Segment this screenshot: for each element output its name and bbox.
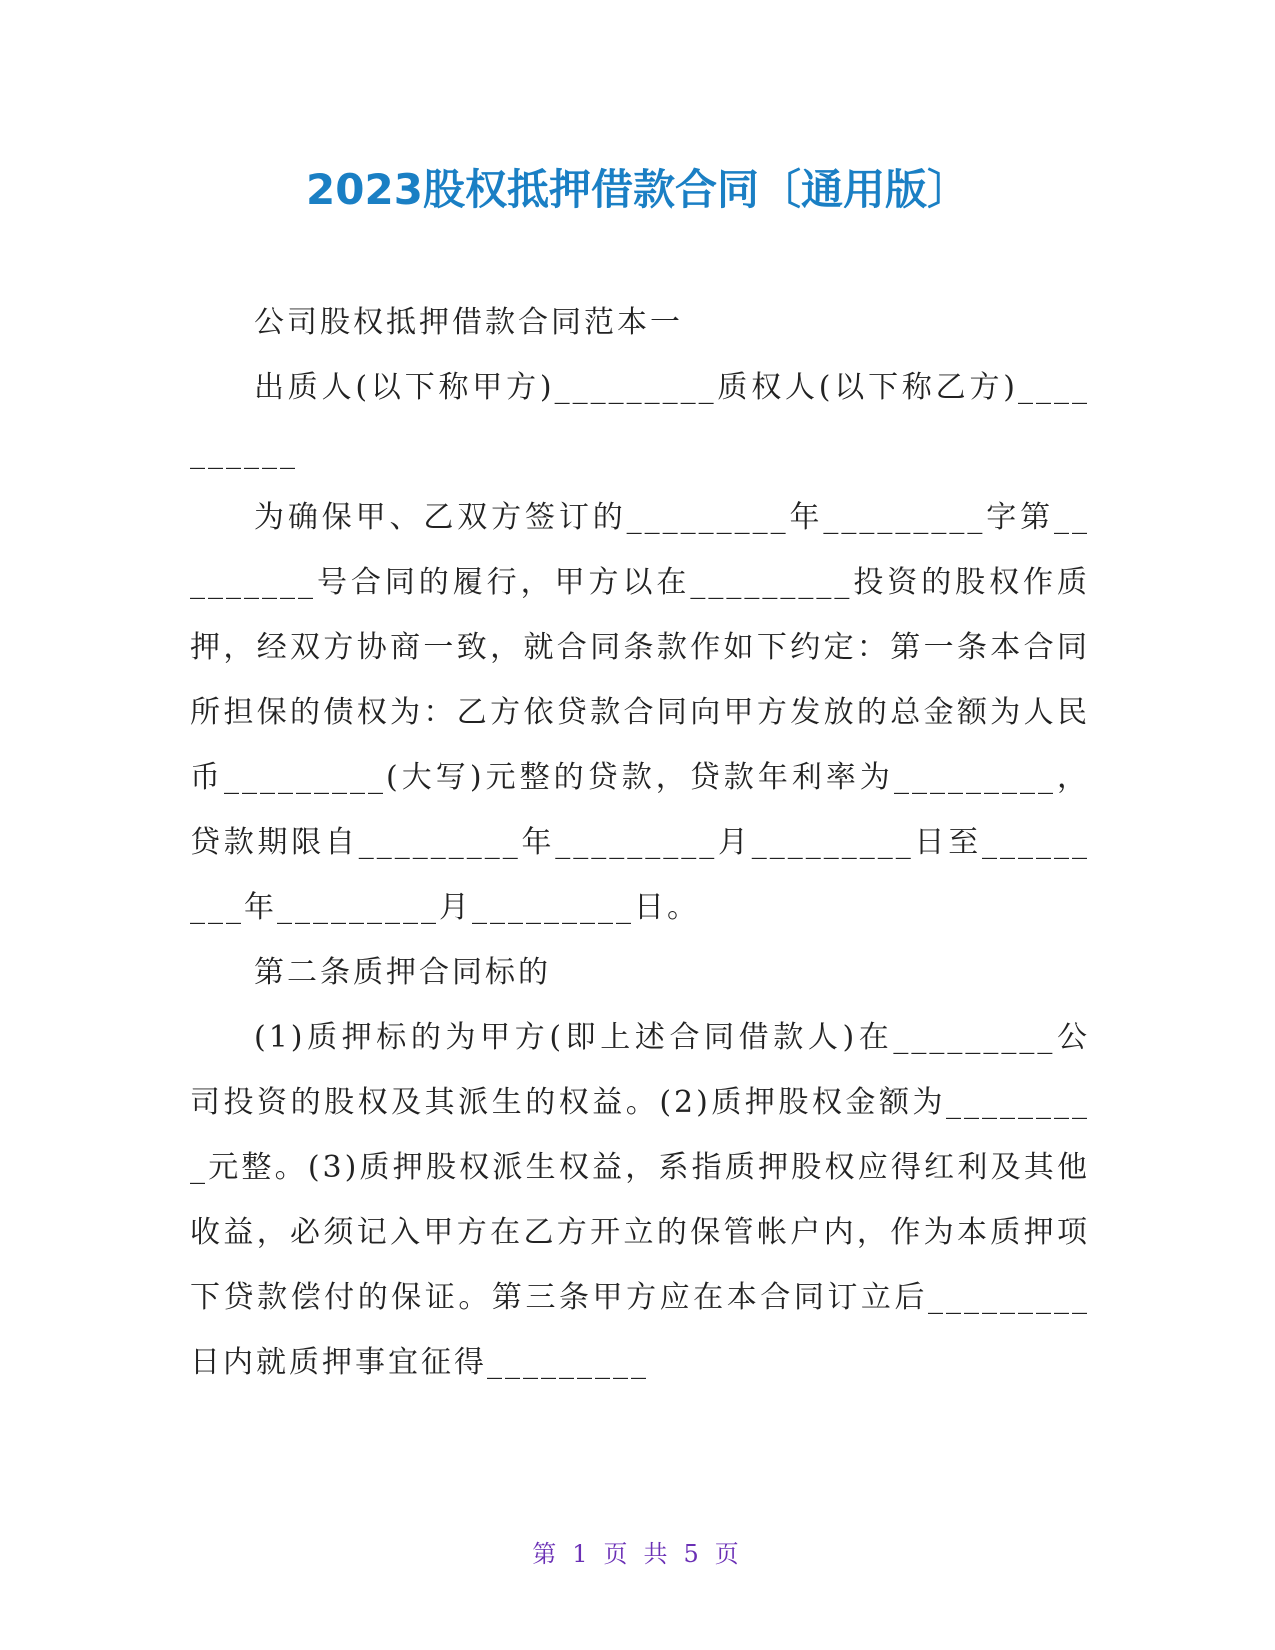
footer-total-pages: 5 (683, 1540, 703, 1568)
footer-page-label: 页 (603, 1540, 632, 1568)
document-body (190, 290, 1090, 1395)
paragraph-article-2-body: (1)质押标的为甲方(即上述合同借款人)在_________公司投资的股权及其派生的权益。(2)质押股权金额为_________元整。(3)质押股权派生权益，系指质押股权应得红利及其他收益，必须记入甲方在乙方开立的保管帐户内，作为本质押项下贷款偿付的保证。第三条甲方应在本合同订立后_________日内就质押事宜征得_________ (190, 1020, 1090, 1380)
page-footer (0, 1538, 1275, 1570)
paragraph-article-2-heading: 第二条质押合同标的 (254, 955, 551, 990)
footer-prefix: 第 (532, 1540, 561, 1568)
footer-suffix: 页 (714, 1540, 743, 1568)
paragraph-parties: 出质人(以下称甲方)_________质权人(以下称乙方)__________ (190, 370, 1090, 470)
document-title: 2023股权抵押借款合同〔通用版〕 (306, 165, 969, 214)
footer-total-prefix: 共 (643, 1540, 672, 1568)
paragraph-article-1: 为确保甲、乙双方签订的_________年_________字第_________号合同的履行，甲方以在_________投资的股权作质押，经双方协商一致，就合同条款作如下约定：第一条本合同所担保的债权为：乙方依贷款合同向甲方发放的总金额为人民币_________(大写)元整的贷款，贷款年利率为_________，贷款期限自_________年_________月_________日至_________年_________月_________日。 (190, 500, 1090, 925)
paragraph-heading: 公司股权抵押借款合同范本一 (254, 305, 683, 340)
footer-current-page: 1 (572, 1540, 592, 1568)
